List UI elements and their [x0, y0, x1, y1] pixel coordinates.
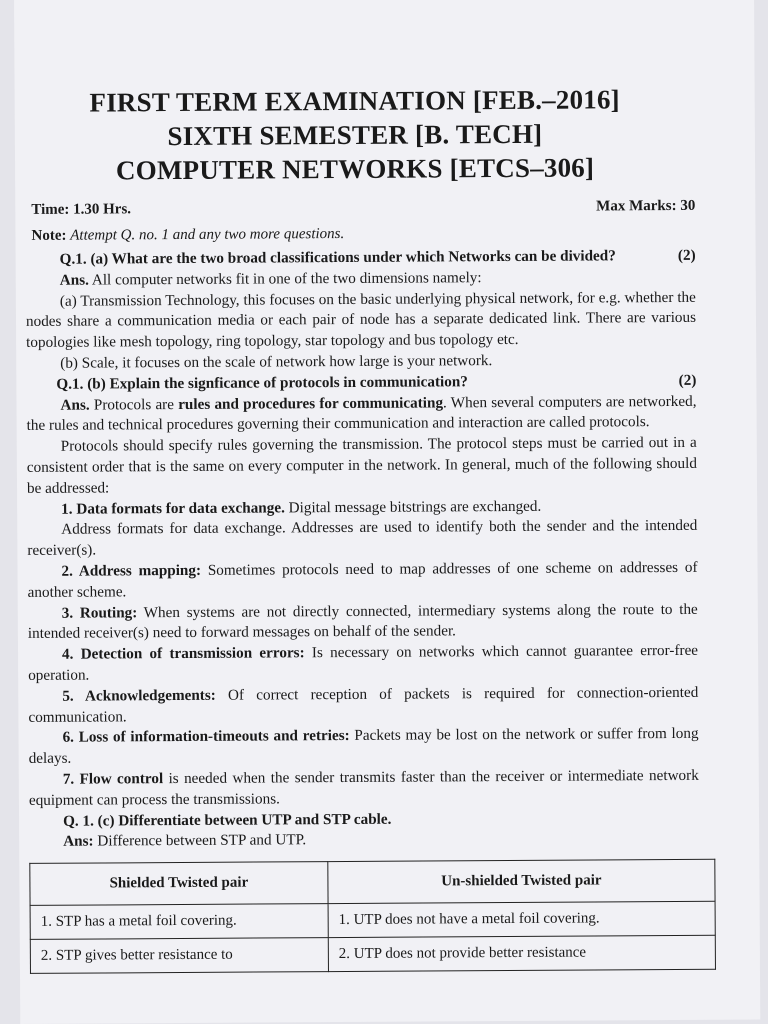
list-item-text: Is necessary on networks which cannot guarantee error-free operation. [28, 641, 699, 684]
answer-label: Ans. [59, 271, 89, 289]
list-item [28, 724, 698, 770]
list-item [29, 766, 699, 812]
note-text: Attempt Q. no. 1 and any two more questions. [70, 225, 345, 244]
table-header-row [30, 859, 715, 905]
answer-1a-point-a: (a) Transmission Technology, this focuses on the basic underlying physical network, for e.g. whether the nodes share a communication media or each pair of node has a separate dedicated link. There are various topologies like mesh topology, ring topology, star topology and bus topology etc. [25, 288, 697, 352]
table-cell: 1. UTP does not have a metal foil covering. [328, 901, 715, 937]
answer-label: Ans: [63, 832, 94, 851]
list-item [27, 516, 697, 562]
question-1a [26, 246, 696, 271]
answer-1b-para1 [26, 391, 696, 437]
list-item-head: 2. Address mapping: [61, 561, 202, 580]
note-label: Note: [31, 227, 67, 244]
time-marks-row [25, 196, 695, 220]
column-header-utp: Un-shielded Twisted pair [328, 859, 715, 903]
list-item-head: 3. Routing: [61, 603, 138, 622]
list-item-text: Address formats for data exchange. Addresses are used to identify both the sender and the intended receiver(s). [27, 517, 698, 560]
list-item [28, 683, 698, 729]
list-item [27, 558, 697, 604]
list-item [28, 599, 698, 645]
question-1c: Q. 1. (c) Differentiate between UTP and STP cable. [62, 810, 392, 830]
list-item-head: 4. Detection of transmission errors: [61, 644, 305, 663]
question-1b-text: Q.1. (b) Explain the signficance of protocols in communication? [56, 373, 468, 393]
time-label: Time: 1.30 Hrs. [31, 201, 132, 218]
table-cell: 1. STP has a metal foil covering. [30, 904, 328, 940]
table-cell: 2. STP gives better resistance to [30, 937, 328, 973]
exam-note [25, 222, 695, 246]
list-item-head: 5. Acknowledgements: [62, 686, 216, 705]
table-row [30, 901, 715, 939]
answer-1a-point-b: (b) Scale, it focuses on the scale of network how large is your network. [60, 352, 493, 372]
answer-1b-bold: rules and procedures for communicating [178, 393, 444, 413]
list-item-text: is needed when the sender transmits faster than the receiver or intermediate network equipment can process the transmissions. [28, 766, 699, 809]
answer-1b-rest: . When several computers are networked, the rules and technical procedures governing their communication and interaction are called protocols. [26, 392, 697, 435]
exam-title-line1: FIRST TERM EXAMINATION [FEB.–2016] [89, 84, 620, 118]
answer-1c [29, 828, 699, 853]
list-item [28, 641, 698, 687]
answer-1b-para2: Protocols should specify rules governing the transmission. The protocol steps must be carried out in a consistent order that is the same on every computer in the network. In general, much of the following should be addressed: [26, 434, 697, 497]
list-item-text: Packets may be lost on the network or suffer from long delays. [28, 725, 699, 768]
question-1b-marks: (2) [678, 371, 697, 389]
exam-title-line3: COMPUTER NETWORKS [ETCS–306] [115, 152, 595, 186]
list-item-text: When systems are not directly connected, intermediary systems along the route to the intended receiver(s) need to forward messages on behalf of the sender. [27, 600, 698, 643]
answer-1c-text: Difference between STP and UTP. [97, 831, 307, 850]
answer-label: Ans. [60, 396, 90, 414]
list-item-text: Of correct reception of packets is required for connection-oriented communication. [28, 683, 699, 726]
exam-body [26, 246, 700, 974]
table-cell: 2. UTP does not provide better resistance [328, 935, 715, 971]
question-1a-text: Q.1. (a) What are the two broad classifications under which Networks can be divided? [59, 247, 616, 268]
answer-1a-intro-text: All computer networks fit in one of the two dimensions namely: [91, 268, 482, 289]
max-marks-label: Max Marks: 30 [596, 197, 696, 215]
exam-page [14, 0, 760, 1024]
table-row [30, 935, 715, 973]
list-item-text: Sometimes protocols need to map addresses of one scheme on addresses of another scheme. [27, 558, 698, 601]
list-item-head: 1. Data formats for data exchange. [61, 498, 285, 518]
list-item-head: 7. Flow control [62, 770, 164, 788]
protocol-items-list [27, 495, 699, 811]
exam-title-line2: SIXTH SEMESTER [B. TECH] [167, 118, 543, 152]
question-1a-marks: (2) [677, 246, 696, 264]
list-item-head: 6. Loss of information-timeouts and retries: [62, 727, 350, 747]
stp-utp-comparison-table [29, 859, 716, 974]
column-header-stp: Shielded Twisted pair [30, 862, 328, 906]
list-item-text: Digital message bitstrings are exchanged. [284, 497, 542, 516]
answer-1b-lead: Protocols are [93, 395, 175, 414]
